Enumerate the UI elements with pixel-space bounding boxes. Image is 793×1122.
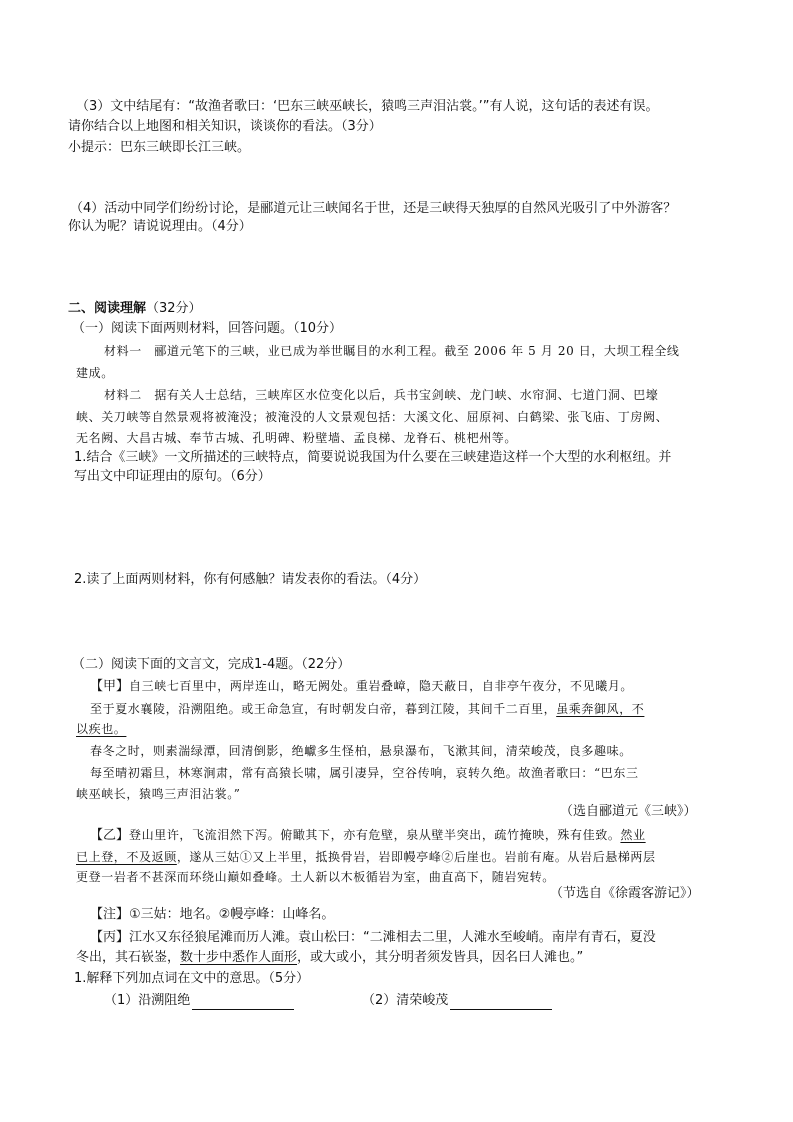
q1-item1-label: （1）沿溯阻绝: [104, 993, 191, 1008]
part1-q2: 2.读了上面两则材料，你有何感触？请发表你的看法。（4分）: [74, 572, 427, 587]
underlined-sentence-jia-part1: 虽乘奔御风，不: [556, 702, 645, 716]
q3-hint: 小提示：巴东三峡即长江三峡。: [68, 140, 251, 155]
underlined-sentence-yi-part1: 然业: [620, 828, 646, 842]
part1-q1-line2: 写出文中印证理由的原句。（6分）: [74, 469, 271, 484]
part2-q1: 1.解释下列加点词在文中的意思。（5分）: [74, 971, 310, 986]
passage-bing-text2: 冬出，其石嵚崟，: [76, 950, 181, 965]
passage-jia-line2: [90, 700, 644, 718]
material2-line1: 材料二 据有关人士总结，三峡库区水位变化以后，兵书宝剑峡、龙门峡、水帘洞、七道门洞、巴壕: [104, 388, 659, 402]
passage-yi-text2: ，遂从三姑①又上半里，抵换骨岩，岩即幔亭峰②后崖也。岩前有庵。从岩后悬梯两层: [176, 850, 656, 864]
passage-bing-line2: [76, 949, 583, 967]
passage-jia-text1: 自三峡七百里中，两岸连山，略无阙处。重岩叠嶂，隐天蔽日，自非亭午夜分，不见曦月。: [129, 679, 634, 693]
q3-line1: （3）文中结尾有：“故渔者歌曰：‘巴东三峡巫峡长，猿鸣三声泪沾裳。’”有人说，这句话的表述有误。: [76, 99, 659, 114]
underlined-sentence-yi-part2: 已上登，不及返顾: [76, 850, 177, 864]
passage-jia-line3: [76, 720, 126, 738]
part2-intro: （二）阅读下面的文言文，完成1-4题。（22分）: [72, 657, 351, 672]
passage-jia-line5: 每至晴初霜旦，林寒涧肃，常有高猿长啸，属引凄异，空谷传响，哀转久绝。故渔者歌曰：“巴东三: [90, 766, 639, 780]
material2-line3: 无名阙、大昌古城、奉节古城、孔明碑、粉壁墙、孟良梯、龙脊石、桃杷州等。: [76, 431, 518, 445]
part2-q1-item1: [104, 992, 294, 1010]
part2-q1-item2: [362, 992, 552, 1010]
passage-jia-line4: 春冬之时，则素湍绿潭，回清倒影，绝巘多生怪柏，悬泉瀑布，飞漱其间，清荣峻茂，良多趣味。: [90, 744, 632, 758]
passage-jia-line6: 峡巫峡长，猿鸣三声泪沾裳。”: [76, 787, 241, 801]
section2-score: （32分）: [146, 301, 202, 316]
part1-intro: （一）阅读下面两则材料，回答问题。（10分）: [72, 321, 343, 336]
passage-yi-text1: 登山里许，飞流泪然下泻。俯瞰其下，亦有危壁，泉从壁半突出，疏竹掩映，殊有佳致。: [129, 828, 621, 842]
underlined-sentence-bing: 数十步中悉作人面形: [180, 950, 298, 965]
q1-item2-label: （2）清荣峻茂: [362, 993, 449, 1008]
passage-bing-text3: ，或大或小，其分明者须发皆具，因名曰人滩也。”: [297, 950, 584, 965]
passage-yi-line3: 更登一岩者不甚深而环绕山巅如叠峰。土人新以木板循岩为室，曲直高下，随岩宛转。: [76, 870, 555, 884]
section2-heading: [68, 300, 202, 318]
passage-bing-line1: [90, 929, 656, 947]
passage-jia-source: （选自郦道元《三峡》）: [560, 804, 697, 819]
q4-line1: （4）活动中同学们纷纷讨论，是郦道元让三峡闻名于世，还是三峡得天独厚的自然风光吸引了中外游客？: [70, 201, 677, 216]
passage-yi-line1: [90, 826, 646, 845]
part1-q1-line1: 1.结合《三峡》一文所描述的三峡特点，简要说说我国为什么要在三峡建造这样一个大型的水利枢纽。并: [74, 450, 672, 465]
q3-line2: 请你结合以上地图和相关知识，谈谈你的看法。（3分）: [68, 119, 382, 134]
q4-line2: 你认为呢？请说说理由。（4分）: [68, 219, 252, 234]
passage-bing-text1: 江水又东径狼尾滩而历人滩。袁山松曰：“二滩相去二里，人滩水至峻峭。南岸有青石，夏没: [129, 930, 656, 945]
answer-blank-1[interactable]: [192, 995, 294, 1010]
passage-jia-text2: 至于夏水襄陵，沿溯阻绝。或王命急宣，有时朝发白帝，暮到江陵，其间千二百里，: [90, 702, 557, 716]
material1-line2: 建成。: [76, 366, 114, 380]
underlined-sentence-jia-part2: 以疾也。: [76, 722, 127, 736]
material2-line2: 峡、关刀峡等自然景观将被淹没；被淹没的人文景观包括：大溪文化、屈原祠、白鹤梁、张飞庙、丁房阙、: [76, 410, 669, 424]
passage-bing-label: 【丙】: [90, 930, 130, 945]
annotation-text: ①三姑：地名。②幔亭峰：山峰名。: [129, 907, 335, 922]
material1-line1: 材料一 郦道元笔下的三峡，业已成为举世瞩目的水利工程。截至 2006 年 5 月 20 日，大坝工程全线: [104, 344, 680, 358]
annotation-note: [90, 906, 334, 924]
section2-title: 二、阅读理解: [68, 301, 147, 316]
answer-blank-2[interactable]: [450, 995, 552, 1010]
passage-jia-line1: [90, 677, 633, 696]
passage-yi-source: （节选自《徐霞客游记》）: [550, 886, 700, 901]
annotation-label: 【注】: [90, 907, 130, 922]
passage-jia-label: 【甲】: [90, 679, 130, 694]
passage-yi-line2: [76, 848, 656, 866]
passage-yi-label: 【乙】: [90, 828, 130, 843]
